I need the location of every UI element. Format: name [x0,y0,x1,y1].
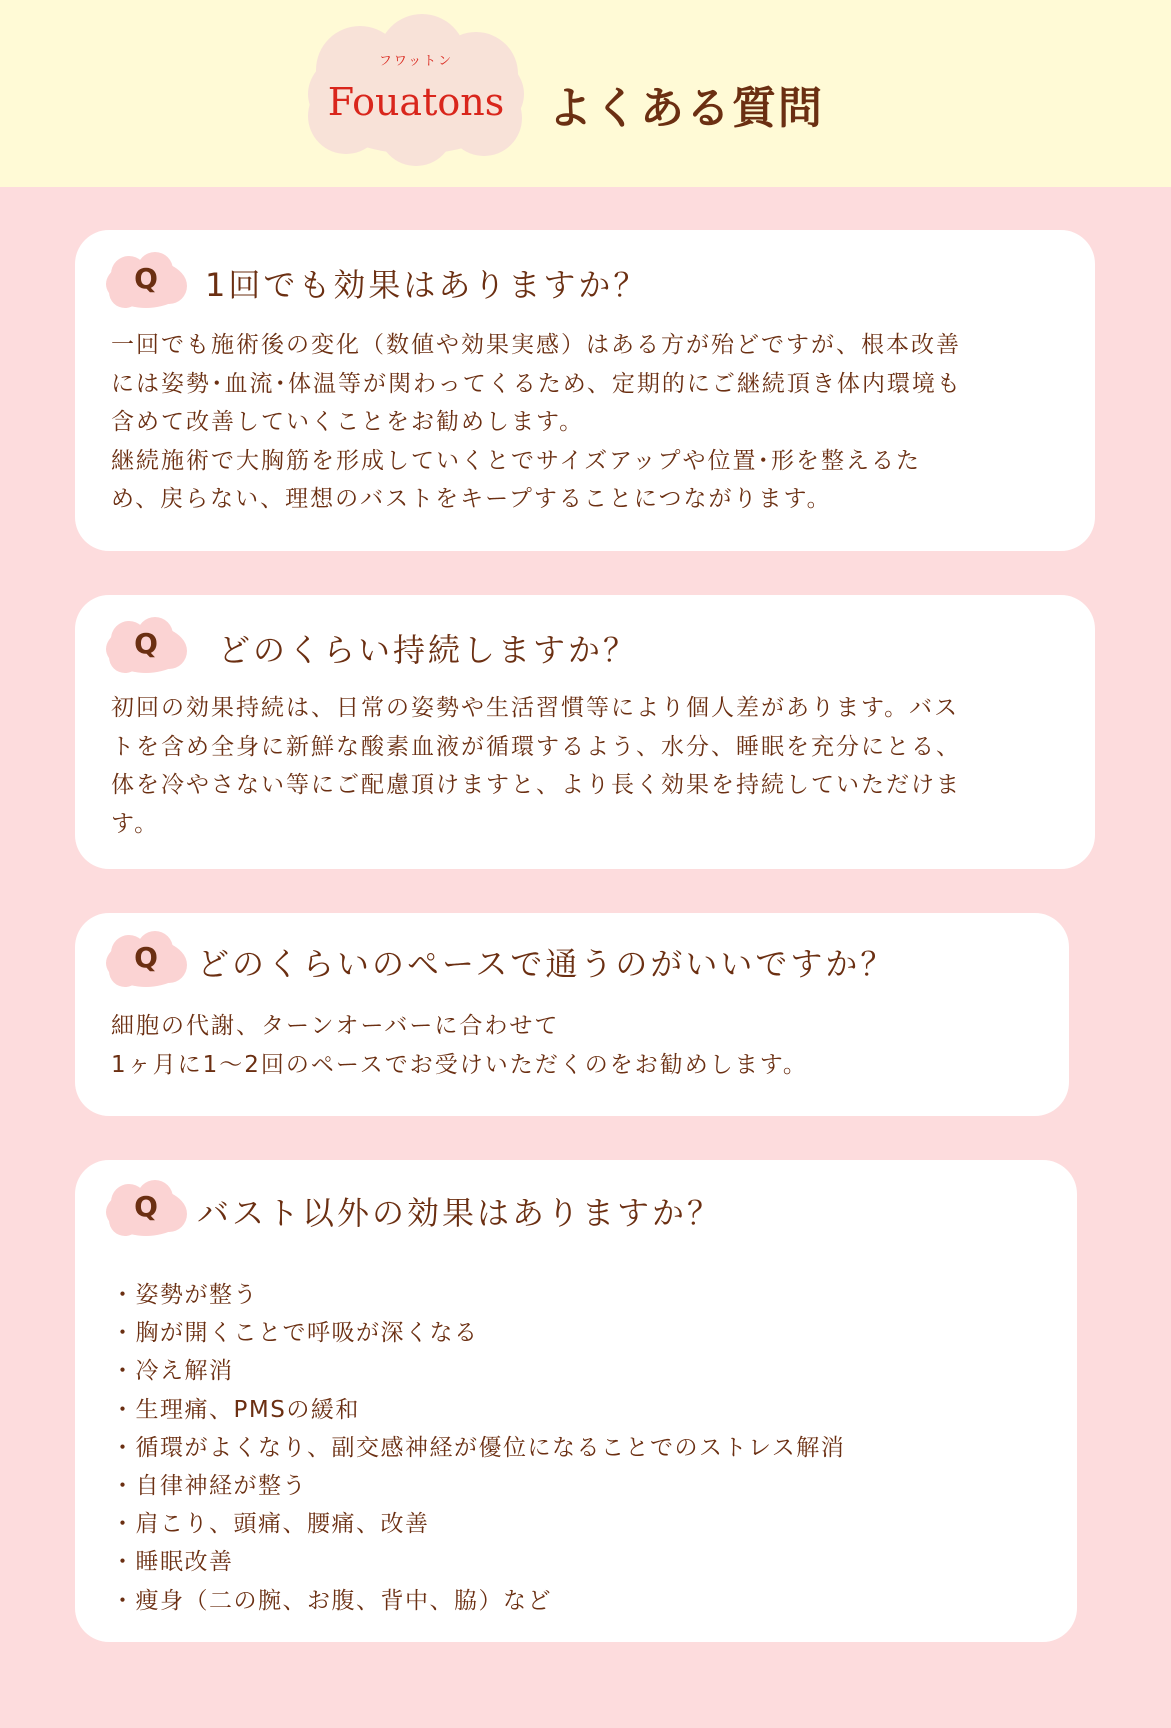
list-item: ・姿勢が整う [111,1282,258,1308]
list-item: ・痩身（二の腕、お腹、背中、脇）など [111,1587,552,1614]
answer-text [111,1007,808,1084]
list-item: ・自律神経が整う [111,1472,307,1499]
brand-logo [298,12,534,168]
list-item: ・胸が開くことで呼吸が深くなる [111,1320,479,1347]
q-mark: Q [134,627,158,660]
q-mark: Q [134,941,158,974]
benefit-list [111,1276,845,1620]
faq-card-4 [75,1160,1077,1642]
answer-line: め、戻らない、理想のバストをキープすることにつながります。 [111,486,832,512]
answer-text [111,326,962,519]
question-title: どのくらいのペースで通うのがいいですか？ [197,945,896,983]
list-item: ・肩こり、頭痛、腰痛、改善 [111,1511,430,1538]
page-title: よくある質問 [548,83,824,134]
answer-line: 体を冷やさない等にご配慮頂けますと、より長く効果を持続していただけま [111,772,961,798]
list-item: ・冷え解消 [111,1358,234,1385]
brand-name: Fouatons [327,80,505,124]
q-mark: Q [134,262,158,295]
list-item: ・生理痛、PMSの緩和 [111,1396,360,1423]
answer-line: トを含め全身に新鮮な酸素血液が循環するよう、水分、睡眠を充分にとる、 [111,733,961,760]
answer-line: 初回の効果持続は、日常の姿勢や生活習慣等により個人差があります。バス [111,695,960,721]
header [0,0,1171,187]
q-mark: Q [134,1190,158,1223]
question-title: バスト以外の効果はありますか？ [197,1194,723,1232]
brand-ruby: フワットン [378,54,454,69]
question-title: どのくらい持続しますか？ [218,631,639,669]
answer-line: 含めて改善していくことをお勧めします。 [111,409,585,435]
faq-card-1 [75,230,1095,551]
faq-card-3 [75,913,1069,1116]
answer-line: 1ヶ月に1～2回のペースでお受けいただくのをお勧めします。 [111,1051,808,1078]
answer-line: には姿勢･血流･体温等が関わってくるため、定期的にご継続頂き体内環境も [111,370,962,397]
answer-line: 一回でも施術後の変化（数値や効果実感）はある方が殆どですが、根本改善 [111,332,961,358]
answer-line: す。 [111,810,160,837]
answer-text [111,689,961,843]
faq-card-2 [75,595,1095,869]
answer-line: 継続施術で大胸筋を形成していくとでサイズアップや位置･形を整えるた [111,447,922,474]
list-item: ・循環がよくなり、副交感神経が優位になることでのストレス解消 [111,1434,846,1461]
list-item: ・睡眠改善 [111,1549,234,1576]
question-title: 1回でも効果はありますか？ [205,266,649,304]
answer-line: 細胞の代謝、ターンオーバーに合わせて [111,1013,560,1039]
